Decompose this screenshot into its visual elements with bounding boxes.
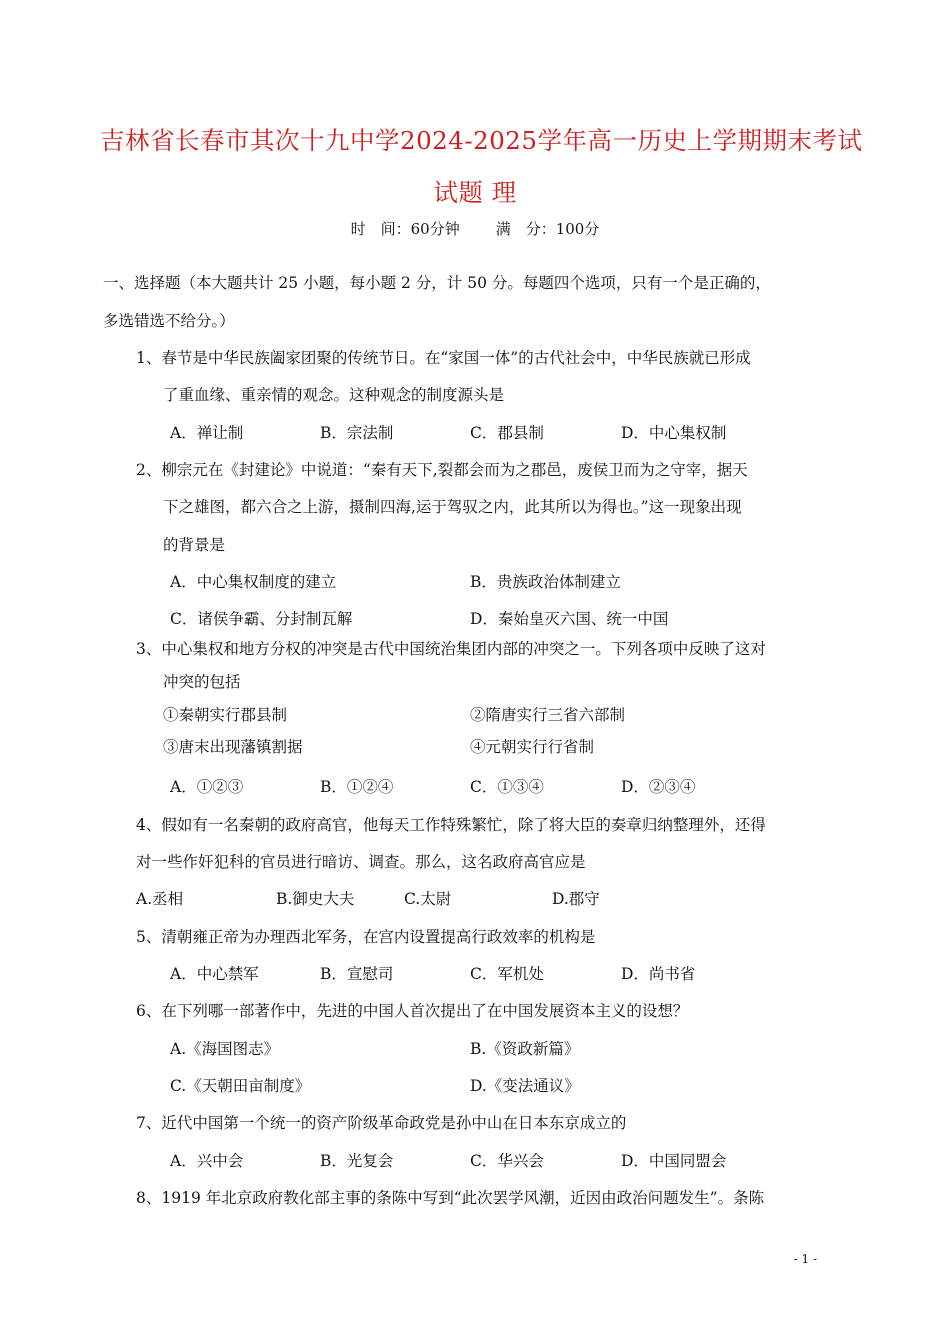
q5-option-d: D．尚书省 bbox=[621, 965, 696, 983]
question-6-line1: 6、在下列哪一部著作中，先进的中国人首次提出了在中国发展资本主义的设想？ bbox=[136, 1002, 689, 1020]
question-2-line3: 的背景是 bbox=[163, 536, 226, 554]
q2-option-d: D．秦始皇灭六国、统一中国 bbox=[470, 610, 669, 628]
q7-option-c: C．华兴会 bbox=[470, 1152, 544, 1170]
q3-item-1: ①秦朝实行郡县制 bbox=[163, 706, 288, 724]
q4-option-d: D.郡守 bbox=[552, 890, 600, 908]
q6-option-d: D.《变法通议》 bbox=[470, 1077, 580, 1095]
question-7-line1: 7、近代中国第一个统一的资产阶级革命政党是孙中山在日本东京成立的 bbox=[136, 1114, 627, 1132]
exam-title-line1: 吉林省长春市其次十九中学2024-2025学年高一历史上学期期末考试 bbox=[100, 126, 863, 155]
q3-option-b: B．①②④ bbox=[320, 778, 394, 796]
q3-option-a: A．①②③ bbox=[170, 778, 244, 796]
question-4-line2: 对一些作奸犯科的官员进行暗访、调查。那么，这名政府高官应是 bbox=[136, 853, 586, 871]
q4-option-c: C.太尉 bbox=[404, 890, 452, 908]
q3-option-d: D．②③④ bbox=[621, 778, 696, 796]
question-3-line1: 3、中心集权和地方分权的冲突是古代中国统治集团内部的冲突之一。下列各项中反映了这对 bbox=[136, 640, 766, 658]
q5-option-b: B．宣慰司 bbox=[320, 965, 394, 983]
exam-title-line2: 试题 理 bbox=[433, 178, 517, 207]
question-4-line1: 4、假如有一名秦朝的政府高官，他每天工作特殊繁忙，除了将大臣的奏章归纳整理外，还得 bbox=[136, 816, 766, 834]
q7-option-d: D．中国同盟会 bbox=[621, 1152, 727, 1170]
q2-option-a: A．中心集权制度的建立 bbox=[170, 573, 337, 591]
q4-option-b: B.御史大夫 bbox=[276, 890, 355, 908]
q3-item-4: ④元朝实行行省制 bbox=[470, 738, 595, 756]
q1-option-c: C．郡县制 bbox=[470, 424, 544, 442]
q6-option-b: B.《资政新篇》 bbox=[470, 1040, 580, 1058]
question-5-line1: 5、清朝雍正帝为办理西北军务，在宫内设置提高行政效率的机构是 bbox=[136, 928, 596, 946]
question-3-line2: 冲突的包括 bbox=[163, 673, 241, 691]
question-2-line1: 2、柳宗元在《封建论》中说道：“秦有天下,裂都会而为之郡邑，废侯卫而为之守宰，据天 bbox=[136, 461, 748, 479]
q7-option-b: B．光复会 bbox=[320, 1152, 394, 1170]
question-8-line1: 8、1919 年北京政府教化部主事的条陈中写到“此次罢学风潮，近因由政治问题发生”。条陈 bbox=[136, 1189, 765, 1207]
q5-option-a: A．中心禁军 bbox=[170, 965, 259, 983]
page-number: - 1 - bbox=[793, 1252, 817, 1266]
q6-option-c: C.《天朝田亩制度》 bbox=[170, 1077, 311, 1095]
q3-item-2: ②隋唐实行三省六部制 bbox=[470, 706, 626, 724]
exam-meta bbox=[0, 218, 950, 240]
q3-option-c: C．①③④ bbox=[470, 778, 544, 796]
q6-option-a: A.《海国图志》 bbox=[170, 1040, 280, 1058]
q2-option-b: B．贵族政治体制建立 bbox=[470, 573, 621, 591]
section-heading-line1: 一、选择题（本大题共计 25 小题，每小题 2 分，计 50 分。每题四个选项，只有一个是正确的， bbox=[103, 274, 771, 292]
q1-option-a: A．禅让制 bbox=[170, 424, 244, 442]
q7-option-a: A．兴中会 bbox=[170, 1152, 244, 1170]
section-heading-line2: 多选错选不给分。） bbox=[103, 312, 235, 330]
q1-option-d: D．中心集权制 bbox=[621, 424, 727, 442]
q5-option-c: C．军机处 bbox=[470, 965, 544, 983]
q3-item-3: ③唐末出现藩镇割据 bbox=[163, 738, 303, 756]
exam-time: 时 间：60分钟 bbox=[350, 220, 460, 238]
question-2-line2: 下之雄图，都六合之上游，摄制四海,运于驾驭之内，此其所以为得也。”这一现象出现 bbox=[163, 498, 742, 516]
q2-option-c: C．诸侯争霸、分封制瓦解 bbox=[170, 610, 353, 628]
question-1-line1: 1、春节是中华民族阖家团聚的传统节日。在“家国一体”的古代社会中，中华民族就已形成 bbox=[136, 349, 751, 367]
question-1-line2: 了重血缘、重亲情的观念。这种观念的制度源头是 bbox=[163, 386, 505, 404]
q4-option-a: A.丞相 bbox=[136, 890, 184, 908]
q1-option-b: B．宗法制 bbox=[320, 424, 394, 442]
exam-score: 满 分：100分 bbox=[495, 220, 600, 238]
